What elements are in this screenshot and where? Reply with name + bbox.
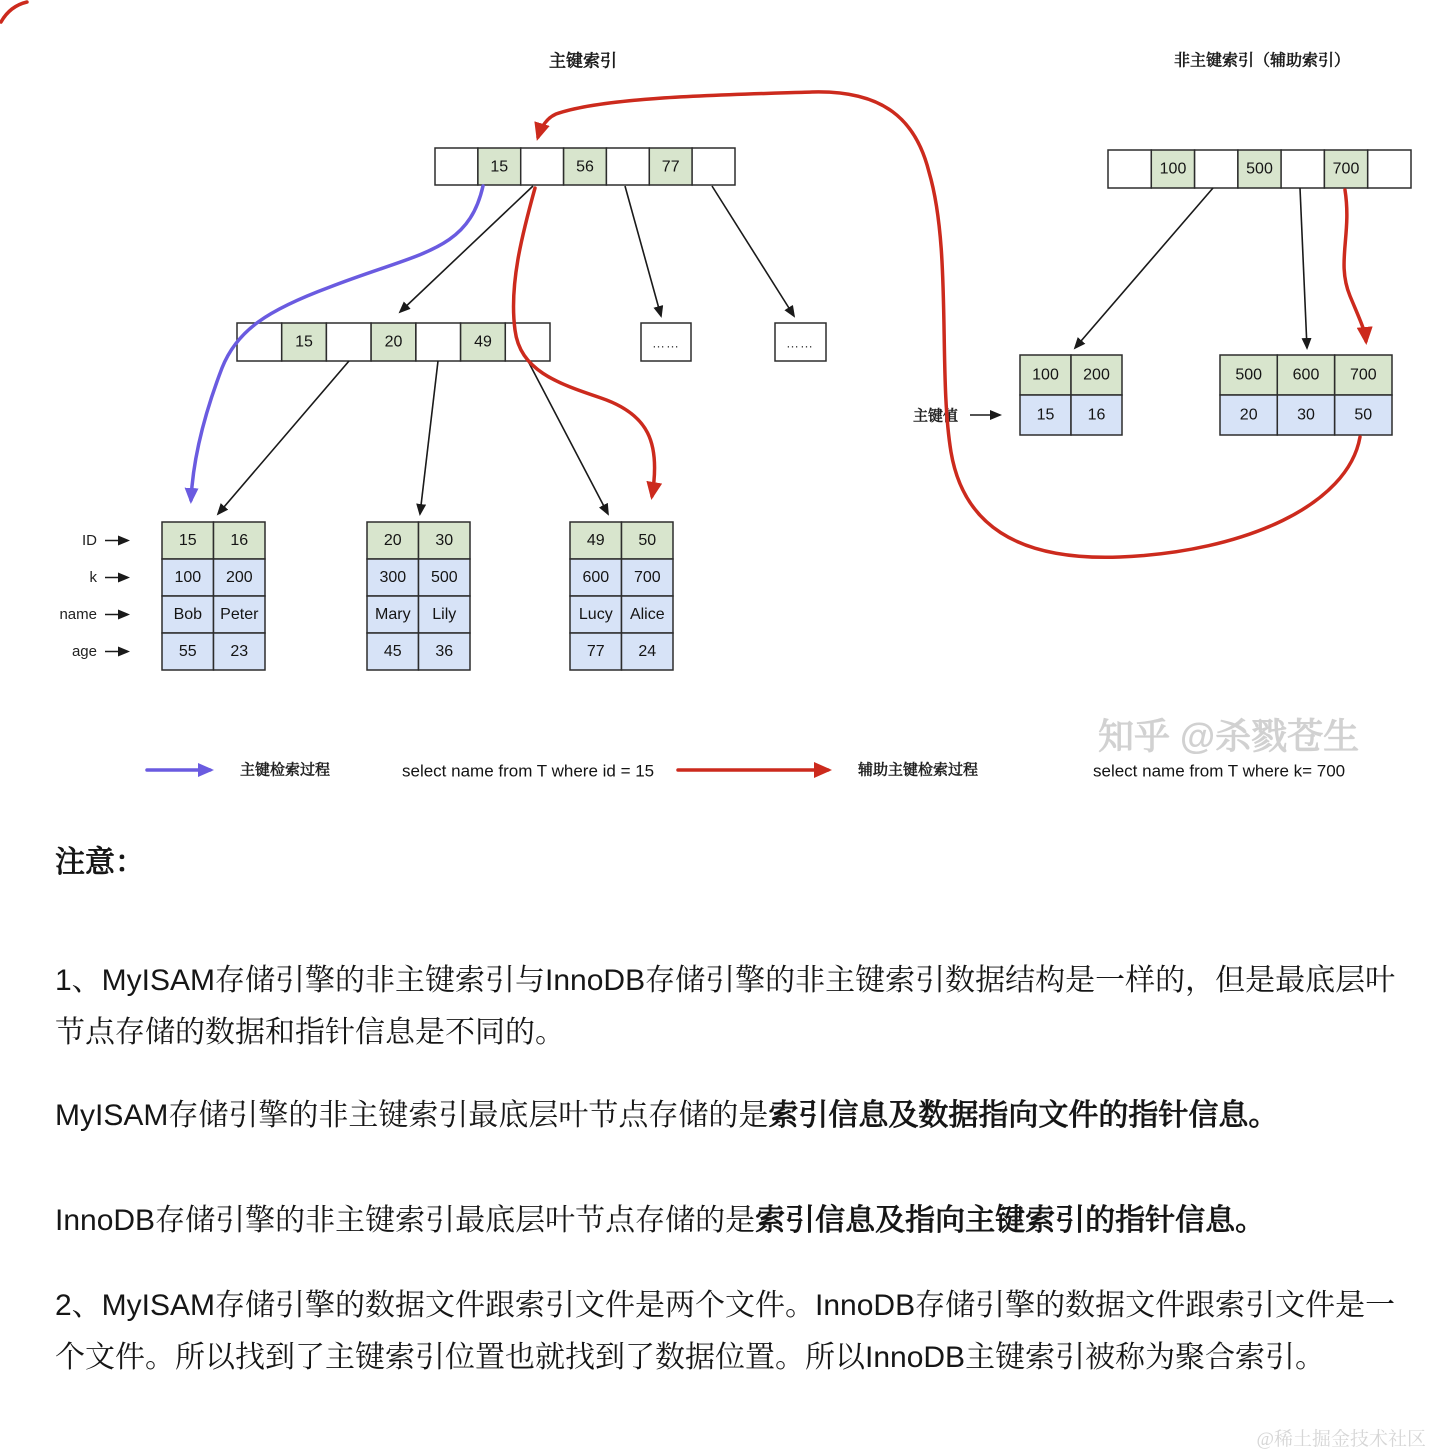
legend-primary-label: 主键检索过程: [240, 761, 331, 779]
row-labels: [59, 532, 128, 660]
cell: Lily: [432, 606, 457, 623]
cell: 20: [383, 532, 402, 549]
sec-root-key: 500: [1246, 160, 1273, 178]
note-paragraph-2: [55, 1090, 1423, 1142]
sec-root-key: 700: [1332, 160, 1360, 178]
note-paragraph-3-bold: 索引信息及指向主键索引的指针信息。: [755, 1204, 1266, 1237]
leaf-table-1: [162, 522, 265, 670]
leaf-pk: 16: [1087, 406, 1106, 424]
secondary-leaf-1: [1020, 355, 1122, 435]
level2-key: 20: [384, 333, 403, 351]
ellipsis-text: ……: [786, 335, 814, 351]
leaf-pk: 20: [1239, 406, 1258, 424]
row-label-k: k: [89, 569, 97, 586]
secondary-root-node: [1108, 150, 1411, 188]
red-fragment: [1, 2, 27, 22]
root-key: 56: [576, 158, 594, 176]
cell: 500: [430, 569, 458, 586]
notes-heading: 注意：: [55, 846, 145, 879]
legend-secondary-query: select name from T where k= 700: [1093, 761, 1346, 781]
cell: 24: [638, 643, 657, 660]
root-key: 77: [661, 158, 680, 176]
cell: 100: [174, 569, 202, 586]
cell: 50: [638, 532, 657, 549]
cell: Bob: [173, 606, 203, 623]
legend-primary-query: select name from T where id = 15: [402, 761, 655, 781]
ellipsis-node-1: [641, 323, 691, 361]
sec-root-key: 100: [1159, 160, 1187, 178]
note-paragraph-3-text: InnoDB存储引擎的非主键索引最底层叶节点存储的是: [55, 1204, 756, 1237]
leaf-key: 500: [1235, 366, 1263, 384]
leaf-key: 700: [1349, 366, 1377, 384]
cell: 600: [582, 569, 610, 586]
primary-key-value-label: 主键值: [912, 407, 958, 425]
cell: 77: [586, 643, 605, 660]
row-label-id: ID: [82, 532, 97, 549]
cell: 15: [178, 532, 197, 549]
primary-index-title: 主键索引: [549, 51, 617, 71]
pointer-arrows-right: [1075, 188, 1307, 348]
cell: 36: [435, 643, 454, 660]
leaf-table-2: [367, 522, 470, 670]
secondary-search-path-1: [1344, 190, 1366, 341]
cell: 55: [178, 643, 197, 660]
secondary-index-title: 非主键索引（辅助索引）: [1173, 52, 1351, 70]
note-paragraph-3: [55, 1195, 1423, 1247]
leaf-table-3: [570, 522, 673, 670]
cell: 49: [586, 532, 605, 549]
level2-key: 49: [474, 333, 492, 351]
leaf-pk: 50: [1354, 406, 1373, 424]
leaf-key: 600: [1292, 366, 1320, 384]
leaf-key: 100: [1032, 366, 1059, 384]
legend-secondary-label: 辅助主键检索过程: [858, 761, 979, 779]
cell: Peter: [220, 606, 259, 623]
cell: Lucy: [578, 606, 613, 623]
level2-key: 15: [295, 333, 313, 351]
zhihu-watermark: 知乎 @杀戮苍生: [1098, 715, 1360, 757]
cell: 700: [633, 569, 661, 586]
note-paragraph-2-bold: 索引信息及数据指向文件的指针信息。: [768, 1099, 1279, 1132]
cell: 23: [230, 643, 249, 660]
root-key: 15: [490, 158, 509, 176]
row-label-name: name: [59, 606, 97, 623]
cell: 300: [379, 569, 407, 586]
leaf-pk: 30: [1297, 406, 1315, 424]
ellipsis-text: ……: [652, 335, 680, 351]
cell: 16: [230, 532, 249, 549]
note-paragraph-1: 1、MyISAM存储引擎的非主键索引与InnoDB存储引擎的非主键索引数据结构是一样的，但是最底层叶节点存储的数据和指针信息是不同的。: [55, 964, 1396, 1049]
cell: Alice: [629, 606, 665, 623]
row-label-age: age: [71, 643, 97, 660]
ellipsis-node-2: [775, 323, 826, 361]
leaf-key: 200: [1083, 366, 1110, 384]
cell: 200: [225, 569, 253, 586]
primary-root-node: [435, 148, 735, 185]
juejin-watermark: @稀土掘金技术社区: [1256, 1429, 1426, 1450]
leaf-pk: 15: [1036, 406, 1055, 424]
cell: 45: [383, 643, 402, 660]
cell: 30: [435, 532, 454, 549]
primary-level2-node: [237, 323, 550, 361]
cell: Mary: [375, 606, 411, 623]
note-paragraph-2-text: MyISAM存储引擎的非主键索引最底层叶节点存储的是: [55, 1099, 769, 1132]
note-paragraph-4: 2、MyISAM存储引擎的数据文件跟索引文件是两个文件。InnoDB存储引擎的数据文件跟索引文件是一个文件。所以找到了主键索引位置也就找到了数据位置。所以InnoDB主键索引被称为聚合索引。: [55, 1289, 1396, 1374]
secondary-leaf-2: [1220, 355, 1392, 435]
